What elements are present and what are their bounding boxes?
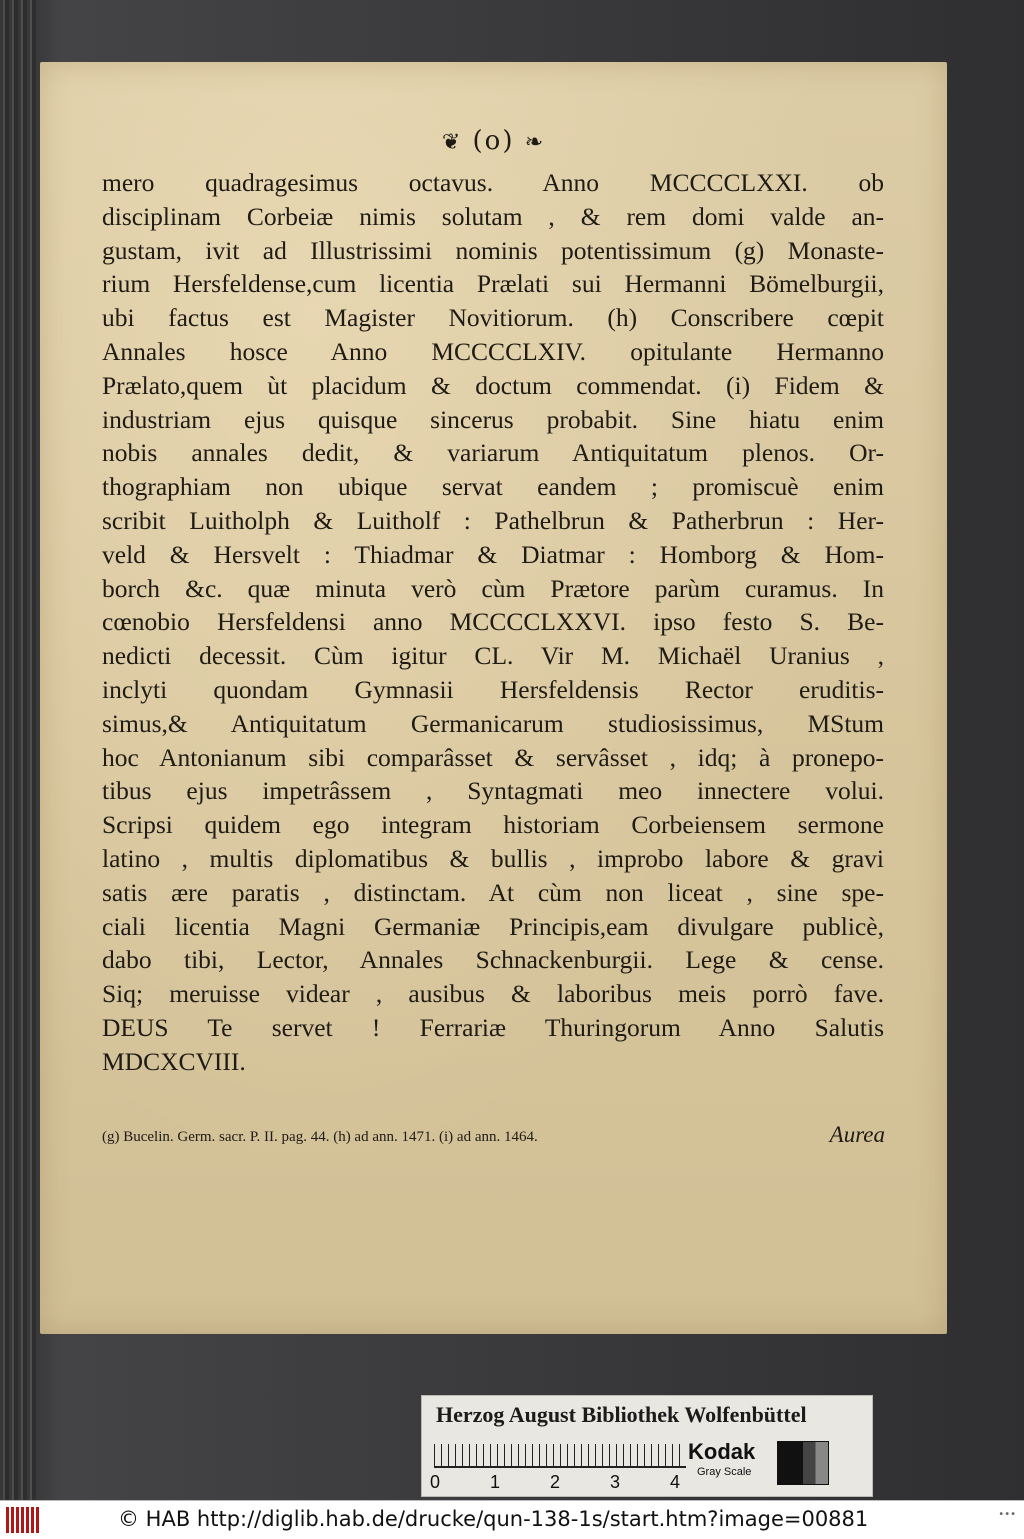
page-header [40, 126, 947, 156]
copyright-url[interactable]: © HAB http://diglib.hab.de/drucke/qun-138-1s/start.htm?image=00881 [118, 1507, 869, 1531]
footer-bar [0, 1500, 1024, 1539]
text-line: Scripsi quidem ego integram historiam Corbeiensem sermone [102, 810, 884, 840]
book-edge-strip [0, 0, 36, 1500]
text-line: latino , multis diplomatibus & bullis , improbo labore & gravi [102, 843, 884, 873]
ruler [434, 1444, 686, 1468]
body-text [102, 166, 884, 1079]
text-line: mero quadragesimus octavus. Anno MCCCCLXXI. ob [102, 168, 884, 197]
card-title: Herzog August Bibliothek Wolfenbüttel [436, 1402, 807, 1427]
text-line: Prælato,quem ùt placidum & doctum commendat. (i) Fidem & [102, 370, 884, 400]
text-line: hoc Antonianum sibi comparâsset & servâsset , idq; à pronepo- [102, 742, 884, 772]
ornament-left-icon: ❦ [441, 130, 463, 155]
text-line: ubi factus est Magister Novitiorum. (h) Conscribere cœpit [102, 303, 884, 333]
text-line: MDCXCVIII. [102, 1046, 246, 1076]
text-line: cœnobio Hersfeldensi anno MCCCCLXXVI. ipso festo S. Be- [102, 607, 884, 637]
catchword: Aurea [829, 1122, 885, 1147]
book-page [40, 62, 947, 1334]
ruler-number: 4 [669, 1472, 680, 1492]
text-line: disciplinam Corbeiæ nimis solutam , & rem domi valde an- [102, 201, 884, 231]
text-line: borch &c. quæ minuta verò cùm Prætore parùm curamus. In [102, 573, 884, 603]
ruler-number: 2 [549, 1472, 560, 1492]
text-line: simus,& Antiquitatum Germanicarum studiosissimus, MStum [102, 708, 884, 738]
footnote: (g) Bucelin. Germ. sacr. P. II. pag. 44. (h) ad ann. 1471. (i) ad ann. 1464. [102, 1129, 538, 1145]
text-line: tibus ejus impetrâssem , Syntagmati meo innectere volui. [102, 776, 884, 806]
text-line: inclyti quondam Gymnasii Hersfeldensis Rector eruditis- [102, 674, 884, 704]
gray-scale-label: Gray Scale [697, 1466, 752, 1478]
ruler-number: 0 [430, 1472, 441, 1492]
text-line: scribit Luitholph & Luitholf : Pathelbrun & Patherbrun : Her- [102, 505, 884, 535]
hab-logo-icon [6, 1507, 40, 1533]
text-line: ciali licentia Magni Germaniæ Principis,eam divulgare publicè, [102, 911, 884, 941]
text-line: Annales hosce Anno MCCCCLXIV. opitulante Hermanno [102, 336, 884, 366]
more-options-icon[interactable]: ••• [998, 1509, 1016, 1520]
text-line: nedicti decessit. Cùm igitur CL. Vir M. Michaël Uranius , [102, 641, 884, 671]
color-calibration-card [421, 1395, 873, 1497]
text-line: DEUS Te servet ! Ferrariæ Thuringorum Anno Salutis [102, 1012, 884, 1042]
text-line: gustam, ivit ad Illustrissimi nominis potentissimum (g) Monaste- [102, 235, 884, 265]
ruler-number: 3 [609, 1472, 620, 1492]
text-line: industriam ejus quisque sincerus probabit. Sine hiatu enim [102, 404, 884, 434]
text-line: dabo tibi, Lector, Annales Schnackenburgii. Lege & cense. [102, 945, 884, 975]
text-line: rium Hersfeldense,cum licentia Prælati sui Hermanni Bömelburgii, [102, 269, 884, 299]
gray-scale-swatch [777, 1441, 829, 1485]
text-line: Siq; meruisse videar , ausibus & laboribus meis porrò fave. [102, 979, 884, 1009]
page-number: (o) [472, 126, 515, 156]
kodak-brand: Kodak [688, 1439, 756, 1464]
ruler-numbers [430, 1472, 680, 1493]
ruler-number: 1 [489, 1472, 500, 1492]
text-line: thographiam non ubique servat eandem ; promiscuè enim [102, 472, 884, 502]
ornament-right-icon: ❧ [524, 130, 546, 155]
text-line: satis ære paratis , distinctam. At cùm non liceat , sine spe- [102, 877, 884, 907]
text-line: nobis annales dedit, & variarum Antiquitatum plenos. Or- [102, 438, 884, 468]
text-line: veld & Hersvelt : Thiadmar & Diatmar : Homborg & Hom- [102, 539, 884, 569]
